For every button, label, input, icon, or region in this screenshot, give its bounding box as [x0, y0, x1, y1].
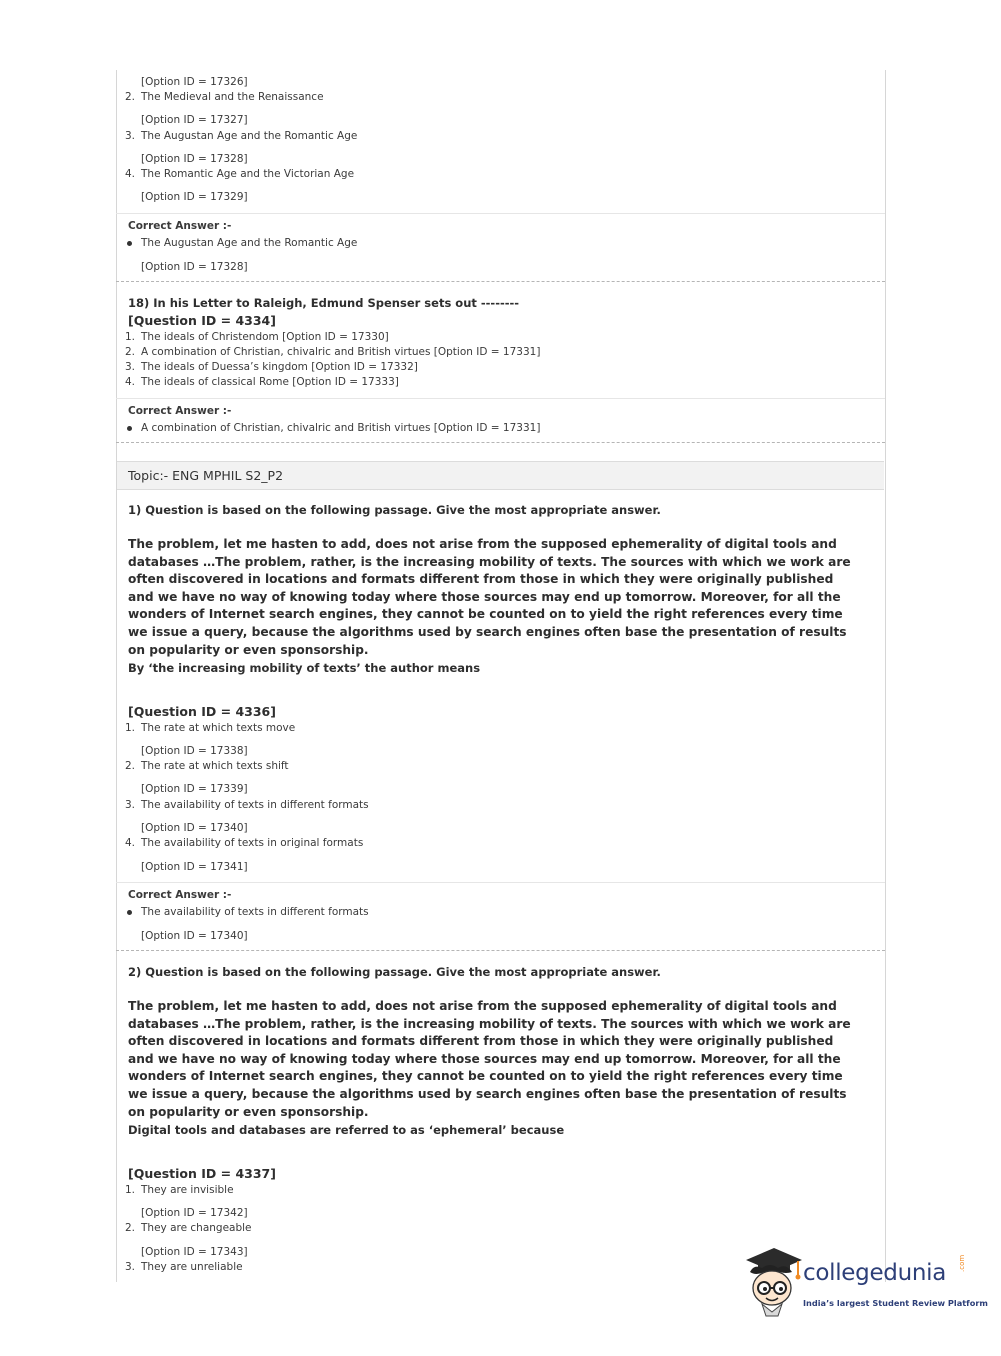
- question-title: 18) In his Letter to Raleigh, Edmund Spenser sets out --------: [128, 296, 520, 310]
- option-id: [Option ID = 17342]: [141, 1207, 248, 1219]
- option-text: The ideals of classical Rome [Option ID = 17333]: [141, 376, 399, 388]
- dashed-divider: [116, 281, 885, 282]
- correct-answer-text: The availability of texts in different formats: [141, 906, 369, 918]
- option-number: 1.: [125, 722, 136, 734]
- question-stem: Digital tools and databases are referred to as ‘ephemeral’ because: [128, 1123, 565, 1137]
- logo-suffix: .com: [958, 1254, 966, 1272]
- question-passage: The problem, let me hasten to add, does not arise from the supposed ephemerality of digital tools and databases …The problem, rather, is the increasing mobility of texts. The sources with which we work are often discovered in locations and formats different from those in which they were originally published and we have no way of knowing today where those sources may end up tomorrow. Moreover, for all the wonders of Internet search engines, they cannot be counted on to yield the right references every time we issue a query, because the algorithms used by search engines often base the presentation of results on popularity or even sponsorship.: [128, 999, 851, 1119]
- option-number: 4.: [125, 837, 136, 849]
- option-text: The rate at which texts shift: [141, 760, 289, 772]
- option-text: They are invisible: [141, 1184, 234, 1196]
- option-number: 1.: [125, 1184, 136, 1196]
- question-passage: The problem, let me hasten to add, does not arise from the supposed ephemerality of digital tools and databases …The problem, rather, is the increasing mobility of texts. The sources with which we work are often discovered in locations and formats different from those in which they were originally published and we have no way of knowing today where those sources may end up tomorrow. Moreover, for all the wonders of Internet search engines, they cannot be counted on to yield the right references every time we issue a query, because the algorithms used by search engines often base the presentation of results on popularity or even sponsorship.: [128, 537, 851, 657]
- correct-answer-option-id: [Option ID = 17328]: [141, 261, 248, 273]
- option-number: 3.: [125, 130, 136, 142]
- option-id: [Option ID = 17339]: [141, 783, 248, 795]
- correct-answer-label: Correct Answer :-: [128, 405, 232, 417]
- option-id: [Option ID = 17326]: [141, 76, 248, 88]
- option-number: 1.: [125, 331, 136, 343]
- question-id: [Question ID = 4334]: [128, 313, 276, 328]
- topic-bar: [117, 461, 884, 490]
- logo-tagline: India’s largest Student Review Platform: [803, 1298, 988, 1308]
- option-id: [Option ID = 17338]: [141, 745, 248, 757]
- mascot-icon: [740, 1246, 804, 1318]
- question-title: 2) Question is based on the following passage. Give the most appropriate answer.: [128, 965, 661, 979]
- divider: [116, 398, 885, 399]
- correct-answer-label: Correct Answer :-: [128, 889, 232, 901]
- divider: [116, 213, 885, 214]
- option-text: The availability of texts in original formats: [141, 837, 364, 849]
- correct-answer-option-id: [Option ID = 17340]: [141, 930, 248, 942]
- divider: [116, 882, 885, 883]
- option-text: The Augustan Age and the Romantic Age: [141, 130, 358, 142]
- option-id: [Option ID = 17341]: [141, 861, 248, 873]
- option-id: [Option ID = 17340]: [141, 822, 248, 834]
- option-number: 4.: [125, 168, 136, 180]
- question-id: [Question ID = 4337]: [128, 1166, 276, 1181]
- option-id: [Option ID = 17329]: [141, 191, 248, 203]
- question-id: [Question ID = 4336]: [128, 704, 276, 719]
- option-number: 3.: [125, 361, 136, 373]
- option-number: 2.: [125, 1222, 136, 1234]
- option-id: [Option ID = 17343]: [141, 1246, 248, 1258]
- question-title: 1) Question is based on the following passage. Give the most appropriate answer.: [128, 503, 661, 517]
- question-stem: By ‘the increasing mobility of texts’ the author means: [128, 661, 481, 675]
- logo-name: collegedunia: [803, 1260, 947, 1286]
- option-text: The ideals of Christendom [Option ID = 17330]: [141, 331, 389, 343]
- option-text: The Medieval and the Renaissance: [141, 91, 324, 103]
- topic-title: Topic:- ENG MPHIL S2_P2: [128, 468, 284, 483]
- option-text: A combination of Christian, chivalric and British virtues [Option ID = 17331]: [141, 346, 541, 358]
- bullet-icon: [127, 910, 132, 915]
- option-number: 2.: [125, 346, 136, 358]
- option-text: They are unreliable: [141, 1261, 243, 1273]
- option-text: The availability of texts in different formats: [141, 799, 369, 811]
- dashed-divider: [116, 950, 885, 951]
- collegedunia-logo: [740, 1246, 988, 1318]
- correct-answer-text: The Augustan Age and the Romantic Age: [141, 237, 358, 249]
- correct-answer-text: A combination of Christian, chivalric and British virtues [Option ID = 17331]: [141, 422, 541, 434]
- option-number: 2.: [125, 760, 136, 772]
- option-text: The ideals of Duessa’s kingdom [Option ID = 17332]: [141, 361, 418, 373]
- option-number: 3.: [125, 799, 136, 811]
- option-text: The rate at which texts move: [141, 722, 296, 734]
- option-number: 4.: [125, 376, 136, 388]
- option-text: The Romantic Age and the Victorian Age: [141, 168, 355, 180]
- option-text: They are changeable: [141, 1222, 252, 1234]
- option-number: 3.: [125, 1261, 136, 1273]
- option-id: [Option ID = 17327]: [141, 114, 248, 126]
- option-number: 2.: [125, 91, 136, 103]
- dashed-divider: [116, 442, 885, 443]
- bullet-icon: [127, 241, 132, 246]
- option-id: [Option ID = 17328]: [141, 153, 248, 165]
- bullet-icon: [127, 426, 132, 431]
- correct-answer-label: Correct Answer :-: [128, 220, 232, 232]
